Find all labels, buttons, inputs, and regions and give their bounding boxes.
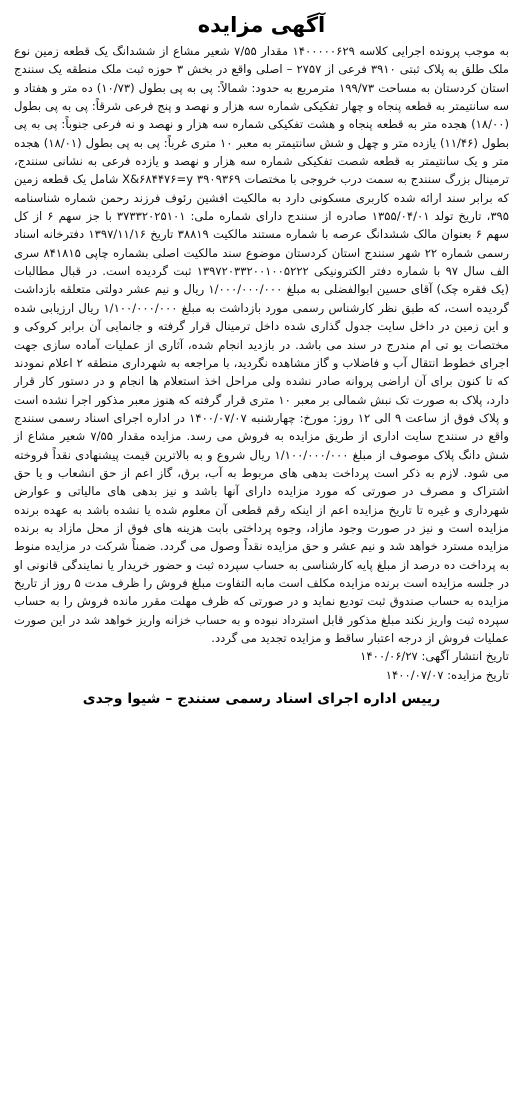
auction-notice	[12, 8, 511, 950]
signature: رییس اداره اجرای اسناد رسمی سنندج – شیوا وجدی	[82, 691, 441, 708]
blank-margin	[0, 950, 523, 1101]
notice-title: آگهی مزایده	[197, 13, 326, 37]
auction-date: تاریخ مزایده: ۱۴۰۰/۰۷/۰۷	[385, 667, 509, 682]
notice-body: به موجب پرونده اجرایی کلاسه ۱۴۰۰۰۰۰۶۲۹ مقدار ۷/۵۵ شعیر مشاع از ششدانگ یک قطعه زمین نوع ملک طلق به پلاک ثبتی ۳۹۱۰ فرعی از ۲۷۵۷ – اصلی واقع در بخش ۳ حوزه ثبت ملک منطقه یک سنندج استان کردستان به مساحت ۱۹۹/۷۳ مترمربع به حدود: شمالاً: پی به پی بطول (۱۰/۷۳) ده متر و هفتاد و سه سانتیمتر به قطعه پنجاه و چهار تفکیکی شماره سه هزار و نهصد و پنج فرعی شرقاً: پی به پی بطول (۱۸/۰۰) هجده متر به قطعه پنجاه و هشت تفکیکی شماره سه هزار و نهصد و نه فرعی جنوباً: پی به پی بطول (۱۱/۴۶) یازده متر و چهل و شش سانتیمتر به معبر ۱۰ متری غرباً: پی به پی بطول (۱۸/۰۱) هجده متر و یک سانتیمتر به قطعه شصت تفکیکی شماره سه هزار و نهصد و یازده فرعی به نشانی سنندج، ترمینال بزرگ سنندج به سمت درب خروجی با مختصات X&۶۸۴۴۷۶=y ۳۹۰۹۳۶۹ شامل یک قطعه زمین که برابر سند ارائه شده کاربری مسکونی دارد به مالکیت افشین رئوف فرزند رحمن شماره شناسنامه ۳۹۵، تاریخ تولد ۱۳۵۵/۰۴/۰۱ صادره از سنندج دارای شماره ملی: ۳۷۳۳۲۰۲۵۱۰۱ با جز سهم ۶ از کل سهم ۶ بعنوان مالک ششدانگ عرصه با شماره مستند مالکیت ۳۸۸۱۹ تاریخ ۱۳۹۷/۱۱/۱۶ دفترخانه اسناد رسمی شماره ۲۲ شهر سنندج استان کردستان موضوع سند مالکیت اصلی بشماره چاپی ۸۴۱۸۱۵ سری الف سال ۹۷ با شماره دفتر الکترونیکی ۱۳۹۷۲۰۳۳۲۰۰۱۰۰۵۲۲۲ ثبت گردیده است. در قبال مطالبات (یک فقره چک) آقای حسین ابوالفضلی به مبلغ ۱/۰۰۰/۰۰۰/۰۰۰ ریال و نیم عشر دولتی متعلقه بازداشت گردیده است، که طبق نظر کارشناس رسمی مورد بازداشت به مبلغ ۱/۱۰۰/۰۰۰/۰۰۰ ریال ارزیابی شده و این زمین در داخل سایت جدول گذاری شده داخل ترمینال قرار گرفته و جانمایی آن برابر کروکی و مختصات یو تی ام مندرج در سند می باشد. در بازدید انجام شده، آثاری از عملیات آماده سازی جهت اجرای خطوط انتقال آب و فاضلاب و گاز مشاهده نگردید، با مراجعه به شهرداری منطقه ۲ اعلام نمودند که تا کنون برای آن اراضی پروانه صادر نشده ولی مراحل اخذ استعلام ها انجام و در دستور کار قرار دارد، پلاک به صورت تک نبش شمالی بر معبر ۱۰ متری قرار گرفته که هنوز معبر مذکور اجرا نشده است و پلاک فوق از ساعت ۹ الی ۱۲ روز: مورخ: چهارشنبه ۱۴۰۰/۰۷/۰۷ در اداره اجرای اسناد رسمی سنندج واقع در سنندج سایت اداری از طریق مزایده به فروش می رسد. مزایده مقدار ۷/۵۵ شعیر مشاع از شش دانگ پلاک موصوف از مبلغ ۱/۱۰۰/۰۰۰/۰۰۰ ریال شروع و به بالاترین قیمت پیشنهادی نقداً فروخته می شود. لازم به ذکر است پرداخت بدهی های مربوط به آب، برق، گاز اعم از حق انشعاب و یا حق اشتراک و مصرف در صورتی که مورد مزایده دارای آنها باشد و نیز بدهی های مالیاتی و عوارض شهرداری و غیره تا تاریخ مزایده اعم از اینکه رقم قطعی آن معلوم شده یا نشده باشد به عهده برنده مزایده است و نیز در صورت وجود مازاد، وجوه پرداختی بابت هزینه های فوق از محل مازاد به برنده مزایده مسترد خواهد شد و نیم عشر و حق مزایده نقداً وصول می گردد. ضمناً شرکت در مزایده منوط به پرداخت ده درصد از مبلغ پایه کارشناسی به حساب سپرده ثبت و حضور خریدار یا نمایندگی قانونی او در جلسه مزایده است برنده مزایده مکلف است مابه التفاوت مبلغ فروش را ظرف مدت ۵ روز از تاریخ مزایده به حساب صندوق ثبت تودیع نماید و در صورتی که ظرف مهلت مقرر مانده فروش را به حساب سپرده ثبت واریز نکند مبلغ مذکور قابل استرداد نبوده و به حساب خزانه واریز خواهد شد در این صورت عملیات فروش از درجه اعتبار ساقط و مزایده تجدید می گردد.	[14, 44, 510, 645]
publish-date: تاریخ انتشار آگهی: ۱۴۰۰/۰۶/۲۷	[360, 649, 509, 664]
